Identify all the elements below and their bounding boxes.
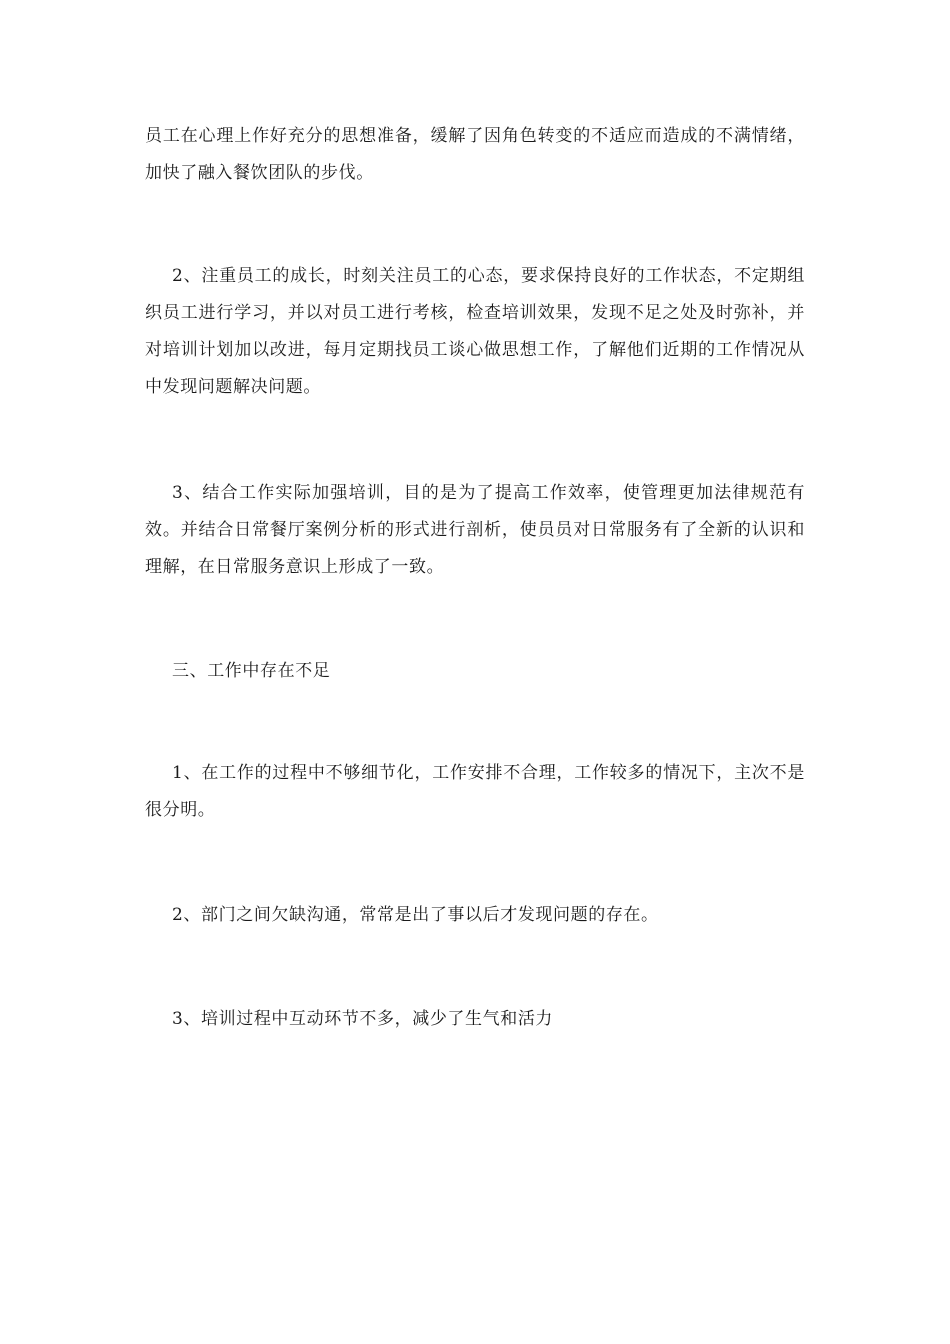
- paragraph-item-3-training: 3、结合工作实际加强培训，目的是为了提高工作效率，使管理更加法律规范有效。并结合日常餐厅案例分析的形式进行剖析，使员员对日常服务有了全新的认识和理解，在日常服务意识上形成了一致。: [145, 483, 805, 577]
- paragraph-shortcoming-3: 3、培训过程中互动环节不多，减少了生气和活力: [172, 1009, 554, 1029]
- paragraph-continuation: 员工在心理上作好充分的思想准备，缓解了因角色转变的不适应而造成的不满情绪，加快了融入餐饮团队的步伐。: [145, 126, 805, 183]
- paragraph-item-2-growth: 2、注重员工的成长，时刻关注员工的心态，要求保持良好的工作状态，不定期组织员工进行学习，并以对员工进行考核，检查培训效果，发现不足之处及时弥补，并对培训计划加以改进，每月定期找员工谈心做思想工作，了解他们近期的工作情况从中发现问题解决问题。: [145, 266, 805, 397]
- paragraph-shortcoming-1: 1、在工作的过程中不够细节化，工作安排不合理，工作较多的情况下，主次不是很分明。: [145, 763, 805, 820]
- paragraph-shortcoming-2: 2、部门之间欠缺沟通，常常是出了事以后才发现问题的存在。: [172, 905, 659, 925]
- section-heading-shortcomings: 三、工作中存在不足: [172, 661, 331, 681]
